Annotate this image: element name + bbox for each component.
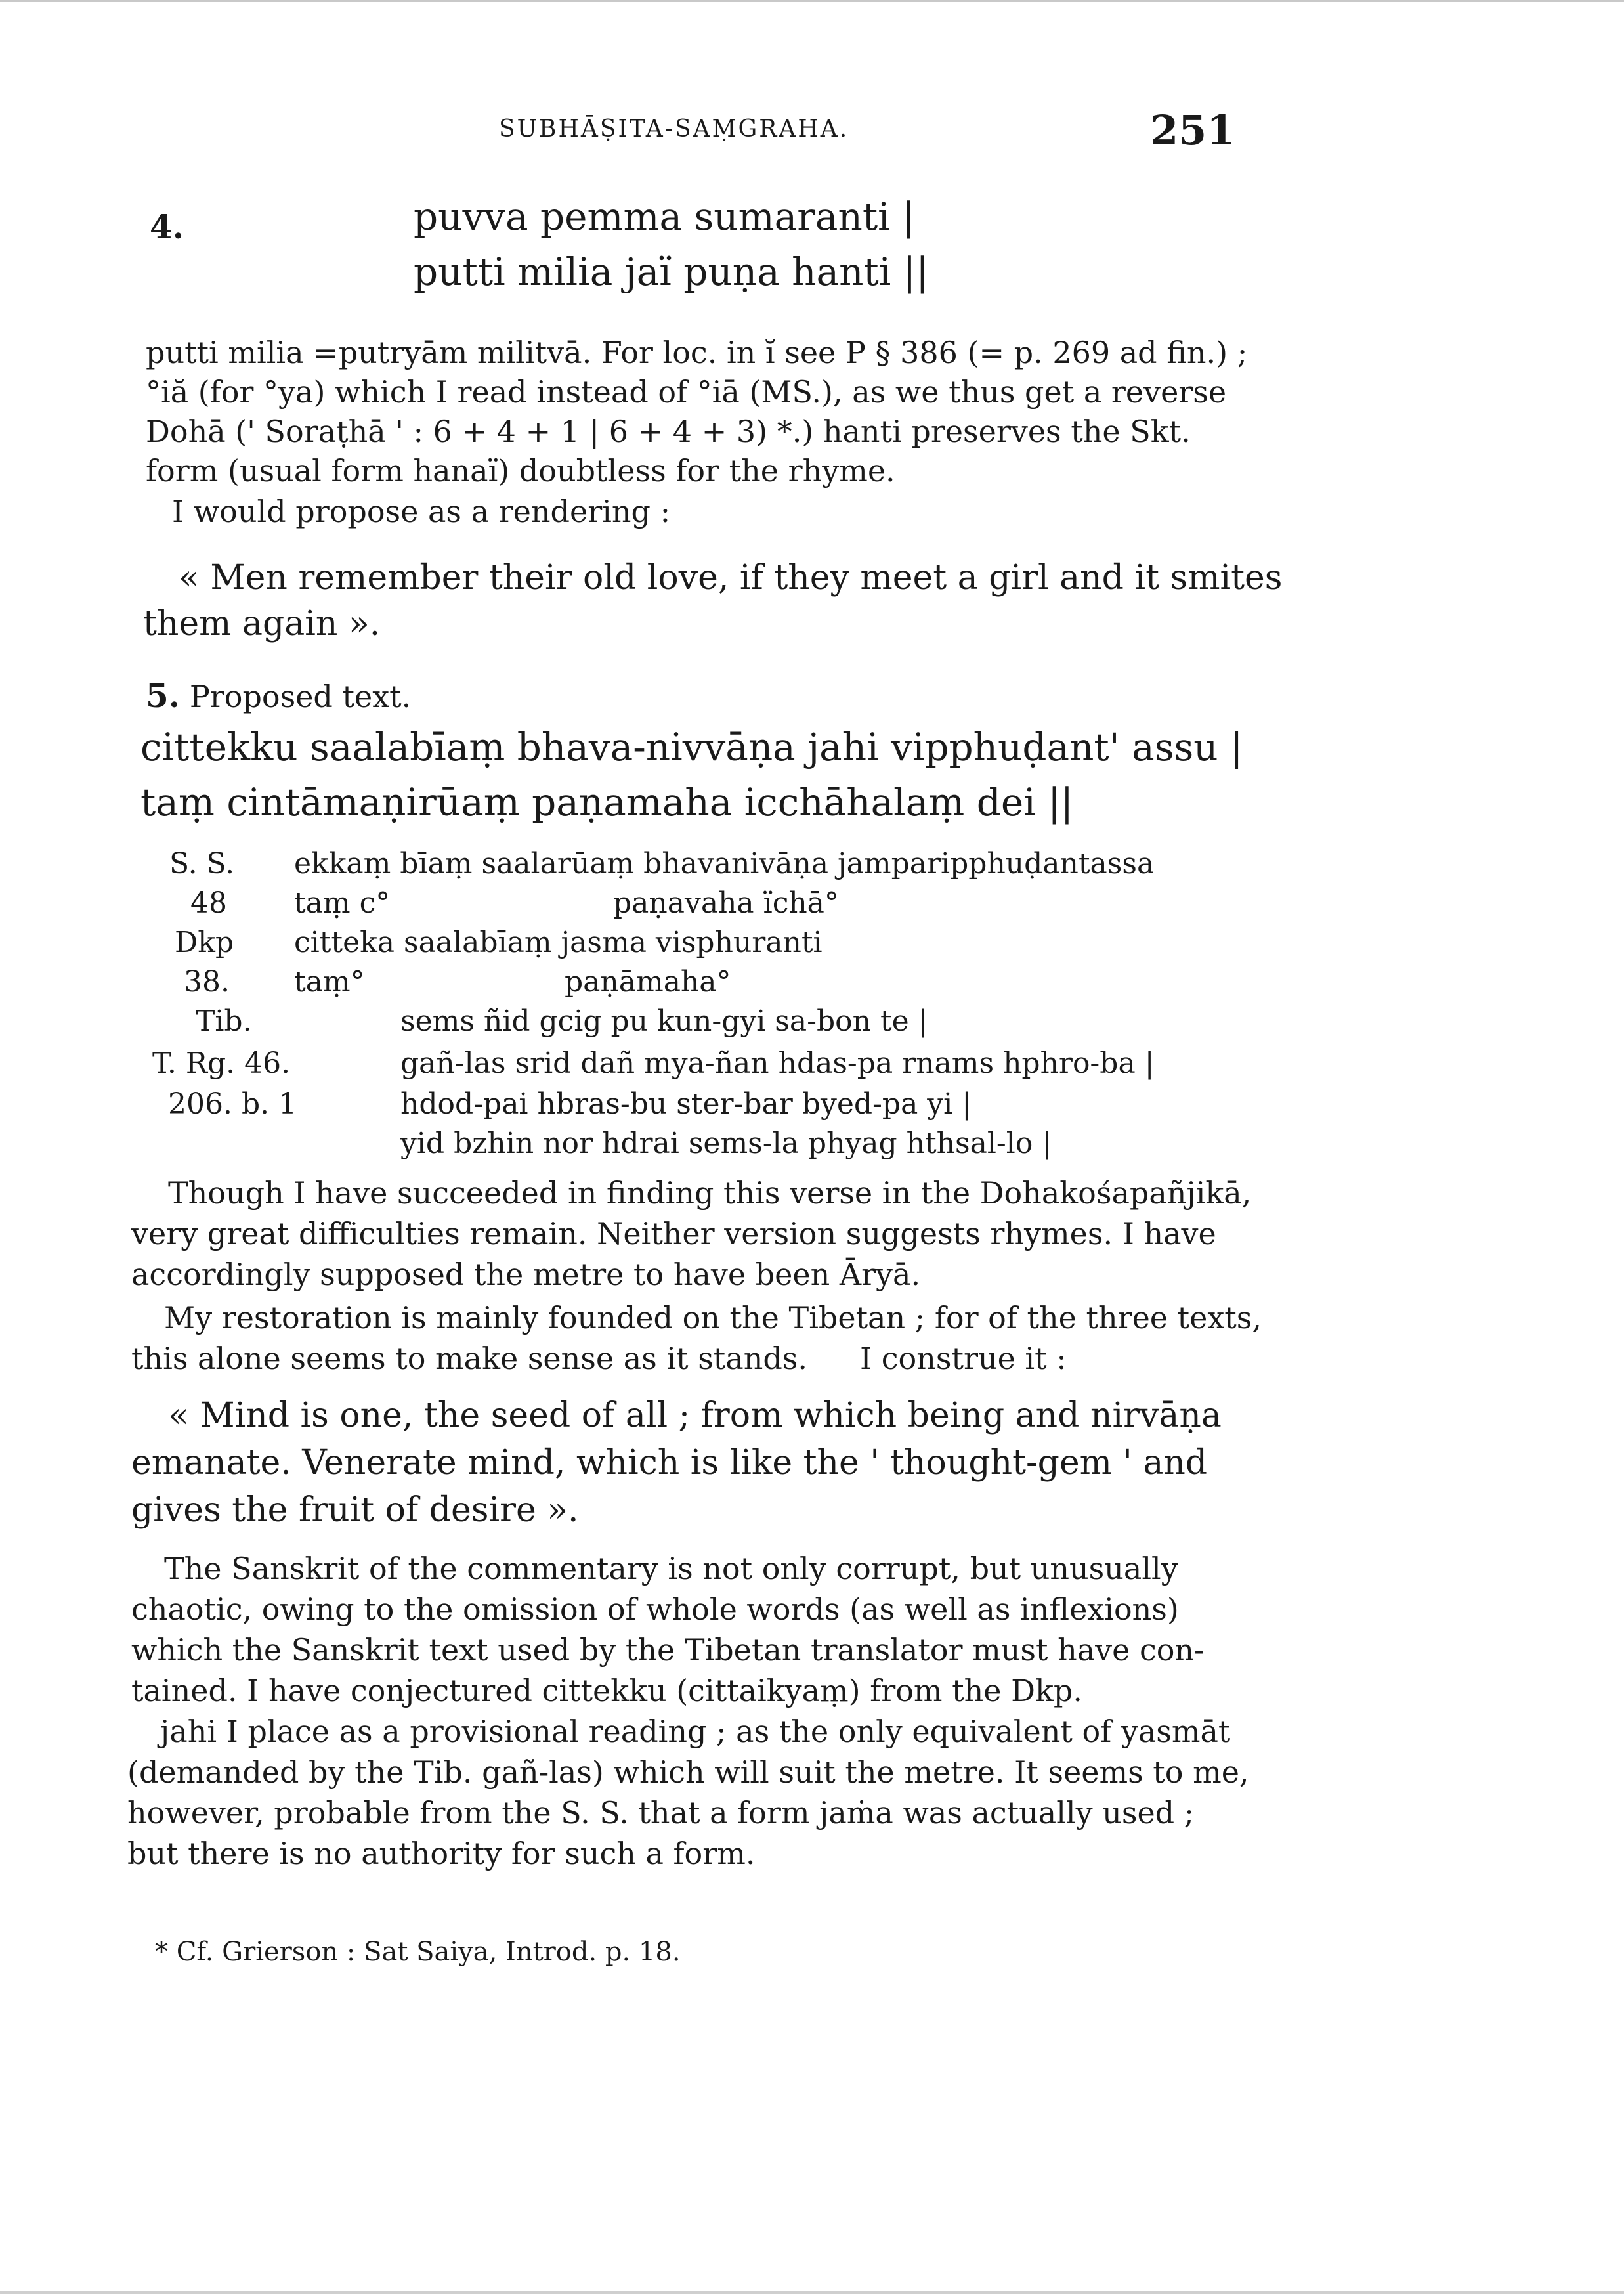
para-4-line-2: (demanded by the Tib. gañ-las) which will suit the metre. It seems to me,: [127, 1754, 1249, 1790]
para-2-line-1: My restoration is mainly founded on the Tibetan ; for of the three texts,: [164, 1300, 1262, 1335]
verse-5-rendering-line-1: « Mind is one, the seed of all ; from which being and nirvāṇa: [168, 1396, 1222, 1435]
footnote: * Cf. Grierson : Sat Saiya, Introd. p. 18.: [155, 1937, 681, 1967]
para-4-line-4: but there is no authority for such a form.: [127, 1836, 756, 1871]
verse-4-line-2: putti milia jaï puṇa hanti ||: [414, 249, 929, 294]
verse-4-propose-line: I would propose as a rendering :: [172, 494, 671, 529]
variant-ref: 38.: [184, 965, 230, 999]
para-3-line-2: chaotic, owing to the omission of whole words (as well as inflexions): [131, 1592, 1179, 1627]
para-3-line-3: which the Sanskrit text used by the Tibetan translator must have con-: [131, 1632, 1205, 1668]
variant-ref: 206. b. 1: [168, 1087, 297, 1121]
verse-4-commentary-line-1: putti milia =putryām militvā. For loc. in ĭ see P § 386 (= p. 269 ad fin.) ;: [146, 335, 1248, 370]
verse-5-heading: [146, 676, 411, 715]
para-2-line-2: this alone seems to make sense as it stands.: [131, 1341, 808, 1376]
para-3-line-1: The Sanskrit of the commentary is not only corrupt, but unusually: [164, 1551, 1178, 1586]
verse-5-line-2: taṃ cintāmaṇirūaṃ paṇamaha icchāhalaṃ dei ||: [140, 780, 1074, 825]
variant-text: ekkaṃ bīaṃ saalarūaṃ bhavanivāṇa jamparipphuḍantassa: [294, 847, 1155, 880]
variant-ref: Dkp: [175, 926, 234, 959]
variant-text: citteka saalabīaṃ jasma visphuranti: [294, 926, 823, 959]
running-header-title: SUBHĀṢITA-SAṂGRAHA.: [499, 116, 849, 142]
verse-4-commentary-line-4: form (usual form hanaï) doubtless for the rhyme.: [146, 453, 895, 488]
verse-5-rendering-line-2: emanate. Venerate mind, which is like the ' thought-gem ' and: [131, 1443, 1208, 1483]
page-bottom-edge: [0, 2291, 1624, 2294]
variant-text: hdod-pai hbras-bu ster-bar byed-pa yi |: [400, 1087, 972, 1121]
para-1-line-2: very great difficulties remain. Neither version suggests rhymes. I have: [131, 1216, 1216, 1251]
variant-text: taṃ°: [294, 965, 365, 999]
page-top-edge: [0, 0, 1624, 2]
para-1-line-3: accordingly supposed the metre to have been Āryā.: [131, 1257, 921, 1292]
variant-text: sems ñid gcig pu kun-gyi sa-bon te |: [400, 1005, 928, 1038]
variant-ref: T. Rg. 46.: [152, 1047, 291, 1080]
page-number: 251: [1150, 106, 1235, 154]
para-4-line-1: jahi I place as a provisional reading ; as the only equivalent of yasmāt: [160, 1714, 1231, 1749]
para-3-line-4: tained. I have conjectured cittekku (cittaikyaṃ) from the Dkp.: [131, 1673, 1082, 1708]
verse-4-rendering-line-2: them again ».: [143, 604, 381, 643]
variant-ref: S. S.: [169, 847, 235, 880]
variant-text: taṃ c°: [294, 886, 391, 920]
verse-4-commentary-line-2: °iă (for °ya) which I read instead of °iā (MS.), as we thus get a reverse: [146, 374, 1227, 410]
para-2-line-2b: I construe it :: [860, 1341, 1067, 1376]
verse-4-commentary-line-3: Dohā (' Soraṭhā ' : 6 + 4 + 1 | 6 + 4 + 3) *.) hanti preserves the Skt.: [146, 414, 1191, 449]
variant-text: gañ-las srid dañ mya-ñan hdas-pa rnams hphro-ba |: [400, 1047, 1155, 1080]
verse-4-rendering-line-1: « Men remember their old love, if they meet a girl and it smites: [179, 558, 1283, 597]
variant-ref: 48: [190, 886, 227, 920]
variant-text: yid bzhin nor hdrai sems-la phyag hthsal-lo |: [400, 1127, 1052, 1160]
verse-number-4: 4.: [150, 207, 184, 246]
verse-5-line-1: cittekku saalabīaṃ bhava-nivvāṇa jahi vipphuḍant' assu |: [140, 725, 1243, 769]
verse-5-rendering-line-3: gives the fruit of desire ».: [131, 1490, 579, 1530]
para-4-line-3: however, probable from the S. S. that a form jaṁa was actually used ;: [127, 1795, 1195, 1830]
variant-ref: Tib.: [196, 1005, 252, 1038]
verse-4-line-1: puvva pemma sumaranti |: [414, 194, 915, 239]
para-1-line-1: Though I have succeeded in finding this verse in the Dohakośapañjikā,: [168, 1175, 1252, 1211]
verse-5-label: Proposed text.: [189, 679, 412, 714]
variant-text-2: paṇāmaha°: [565, 965, 731, 999]
verse-number-5: 5.: [146, 676, 181, 715]
variant-text-2: paṇavaha ïchā°: [613, 886, 839, 920]
